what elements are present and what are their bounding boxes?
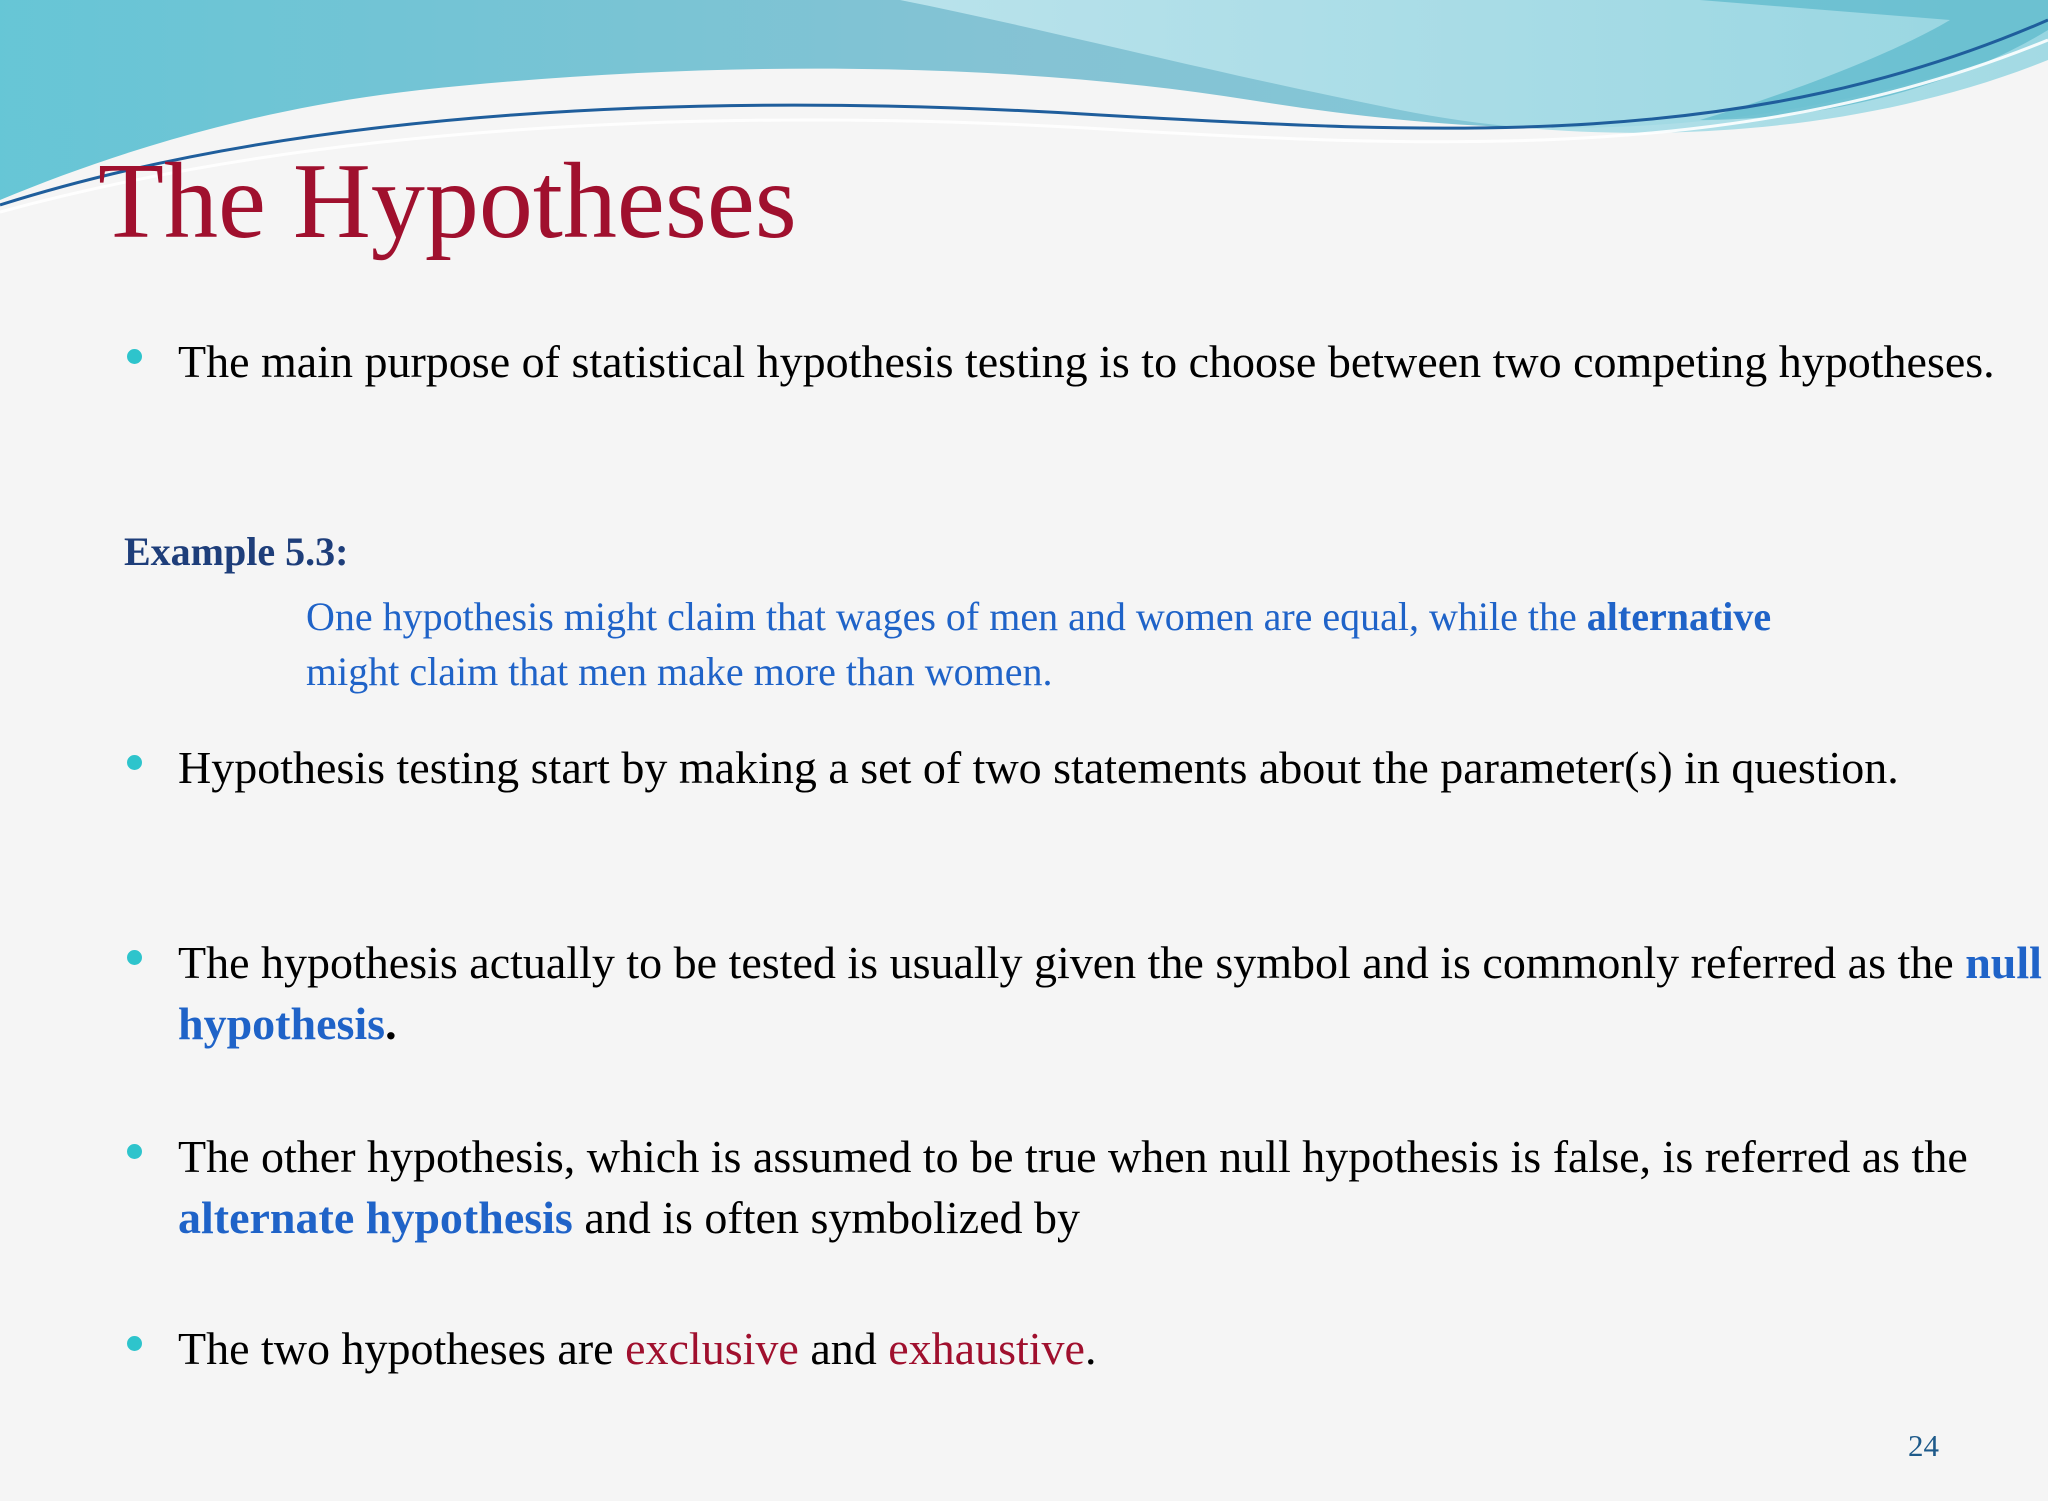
bullet-text (178, 1318, 2048, 1379)
bullet-text (178, 932, 2048, 1054)
example-body (306, 589, 1846, 699)
bullet-text-part: The hypothesis actually to be tested is usually given the symbol and is commonly referred as the (178, 937, 1966, 988)
example-emphasis: alternative (1586, 594, 1772, 639)
example-text-end: might claim that men make more than women. (306, 649, 1053, 694)
bullet-null-hypothesis (127, 932, 2048, 1054)
exhaustive-term: exhaustive (888, 1323, 1085, 1374)
exclusive-term: exclusive (625, 1323, 799, 1374)
bullet-purpose (127, 331, 2048, 392)
bullet-text: Hypothesis testing start by making a set of two statements about the parameter(s) in question. (178, 742, 1899, 793)
bullet-text-part: and is often symbolized by (572, 1192, 1081, 1243)
bullet-text-period: . (385, 998, 397, 1049)
bullet-text-part: and (798, 1323, 889, 1374)
bullet-text (178, 1126, 2048, 1248)
null-hypothesis-term: null hypothesis (178, 937, 2042, 1049)
bullet-exclusive-exhaustive (127, 1318, 2048, 1379)
bullet-dot-icon (127, 1144, 142, 1159)
example-label: Example 5.3: (124, 529, 349, 574)
bullet-text: The main purpose of statistical hypothesis testing is to choose between two competing hypotheses. (178, 336, 1995, 387)
bullet-dot-icon (127, 950, 142, 965)
bullet-dot-icon (127, 755, 142, 770)
bullet-testing-start (127, 737, 2048, 798)
bullet-text-part: The two hypotheses are (178, 1323, 626, 1374)
page-number: 24 (1908, 1428, 1939, 1463)
bullet-text-part: . (1084, 1323, 1097, 1374)
bullet-alternate-hypothesis (127, 1126, 2048, 1248)
bullet-dot-icon (127, 349, 142, 364)
example-text-start: One hypothesis might claim that wages of men and women are equal, while the (306, 594, 1587, 639)
bullet-dot-icon (127, 1336, 142, 1351)
slide-title: The Hypotheses (98, 142, 797, 261)
alternate-hypothesis-term: alternate hypothesis (178, 1192, 573, 1243)
bullet-text-part: The other hypothesis, which is assumed to be true when null hypothesis is false, is referred as the (178, 1131, 1968, 1182)
